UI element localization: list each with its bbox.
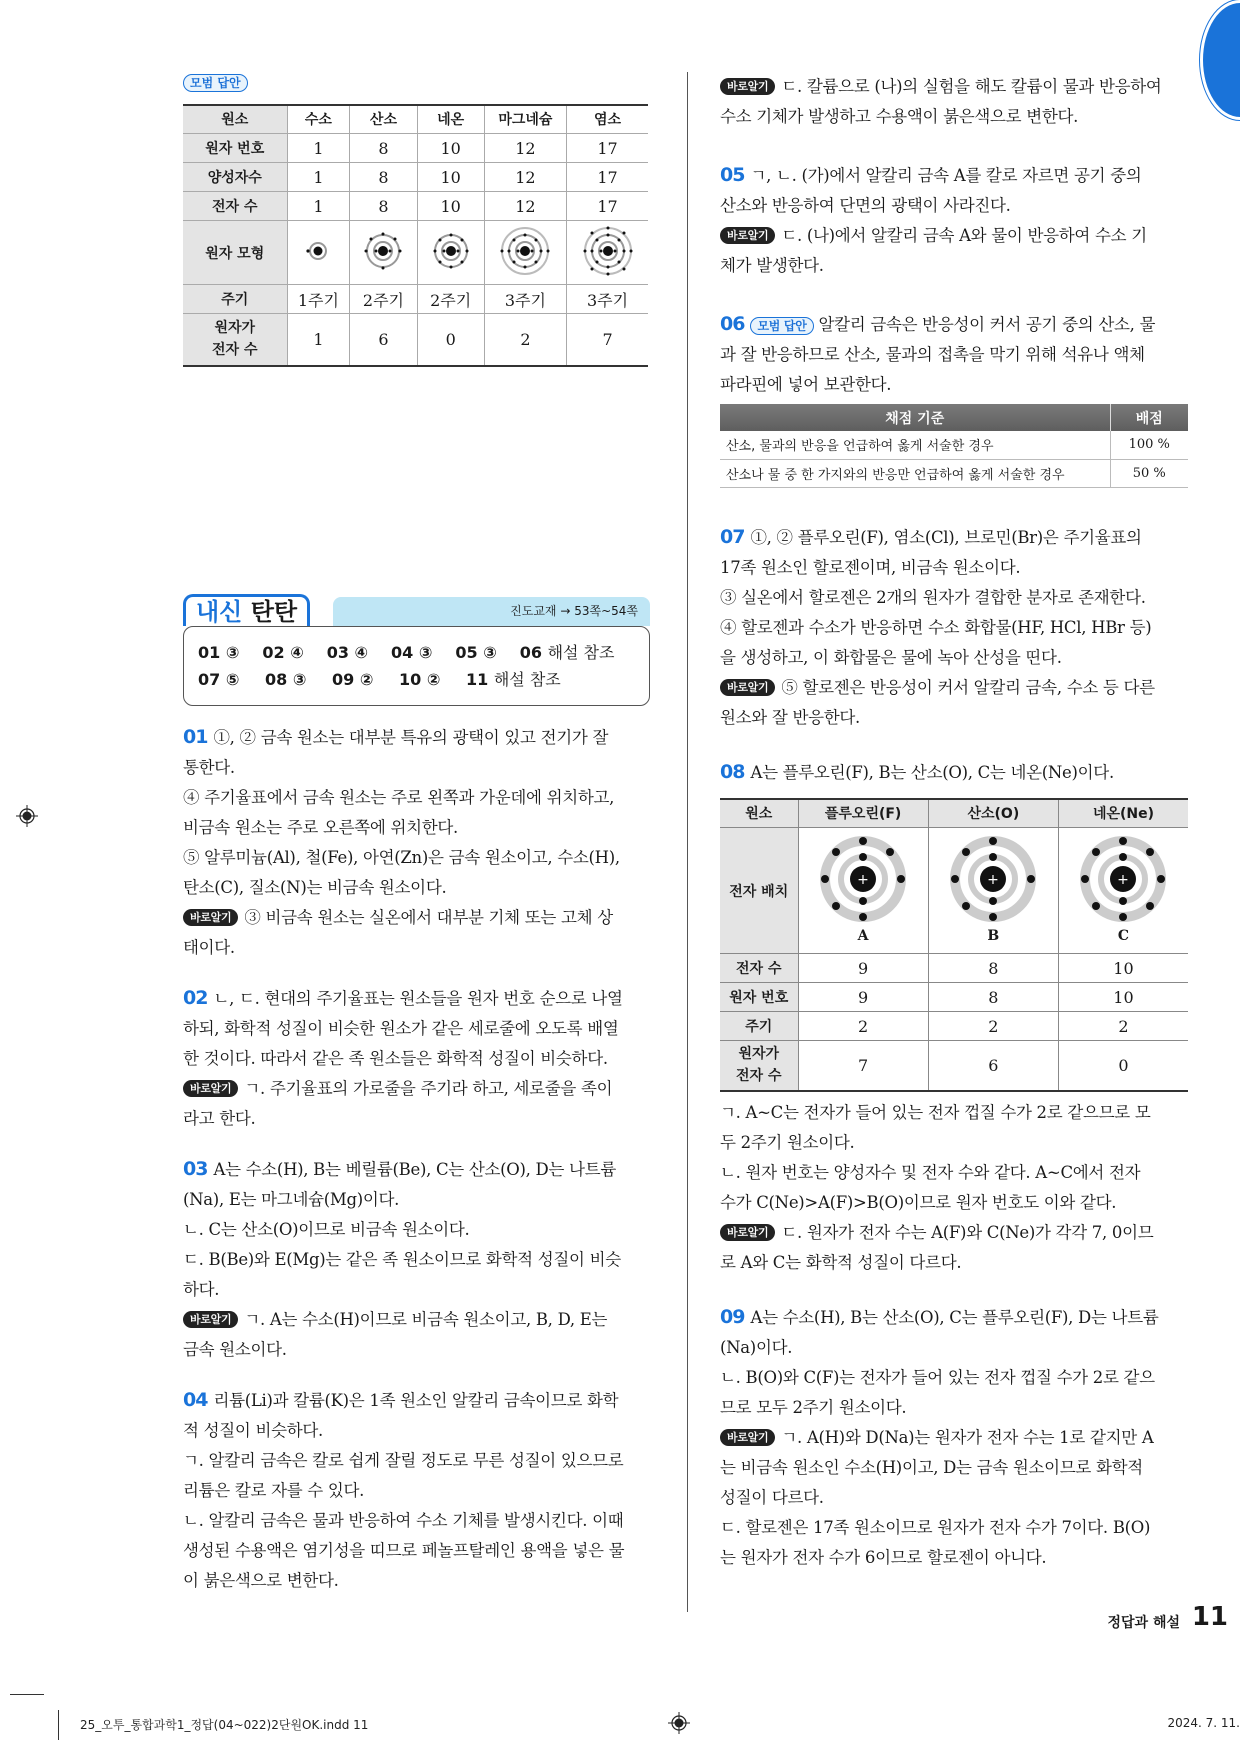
cell: 12	[484, 192, 566, 221]
answer-key-item: 04 ③	[391, 643, 433, 662]
cell: 네온	[417, 105, 484, 134]
crop-mark	[10, 1694, 44, 1695]
correction-badge: 바로알기	[183, 909, 238, 926]
cell: 9	[798, 954, 928, 983]
atom-diagram-icon	[361, 229, 405, 273]
atom-cell-b	[928, 828, 1058, 954]
cell: 8	[928, 954, 1058, 983]
cell: 12	[484, 163, 566, 192]
cell: 2	[798, 1012, 928, 1041]
grading-criteria-table	[720, 404, 1188, 488]
cell: 2주기	[350, 285, 417, 314]
cell: 0	[1058, 1041, 1188, 1091]
answer-key-item: 09 ②	[332, 670, 374, 689]
table-row	[183, 134, 648, 163]
svg-text:+: +	[1117, 872, 1130, 888]
atom-model-neon	[417, 221, 484, 285]
explanation-01: 01 ①, ② 금속 원소는 대부분 특유의 광택이 있고 전기가 잘 통한다. ④ 주기율표에서 금속 원소는 주로 왼쪽과 가운데에 위치하고, 비금속 원소는 주로 오른쪽에 위치한다. ⑤ 알루미늄(Al), 철(Fe), 아연(Zn)은 금속 원소이고, 수소(H), 탄소(C), 질소(N)는 비금속 원소이다. 바로알기 ③ 비금속 원소는 실온에서 대부분 기체 또는 고체 상 태이다.	[183, 726, 620, 957]
cell: 10	[1058, 983, 1188, 1012]
answer-key-item: 01 ③	[198, 643, 240, 662]
cell: 6	[350, 314, 417, 366]
row-header: 원자 번호	[720, 983, 798, 1012]
cell: 1	[287, 192, 350, 221]
row-header: 양성자수	[183, 163, 287, 192]
row-header: 전자 배치	[720, 828, 798, 954]
model-answer-badge: 모범 답안	[183, 74, 248, 92]
row-header: 전자 수	[720, 954, 798, 983]
cell: 8	[350, 192, 417, 221]
row-header: 원자 번호	[183, 134, 287, 163]
atom-diagram-icon	[581, 224, 635, 278]
registration-mark-icon	[668, 1712, 690, 1734]
row-header: 전자 수	[183, 192, 287, 221]
table-row	[183, 221, 648, 285]
cell: 100 %	[1110, 431, 1188, 459]
cell: 50 %	[1110, 459, 1188, 487]
table-row	[183, 285, 648, 314]
answer-key-item: 06 해설 참조	[519, 643, 615, 662]
left-column-top	[183, 72, 650, 367]
cell: 1	[287, 314, 350, 366]
answer-key-row	[198, 639, 635, 666]
table-row	[183, 314, 648, 366]
cell: 9	[798, 983, 928, 1012]
file-slug: 25_오투_통합과학1_정답(04~022)2단원OK.indd 11	[80, 1718, 369, 1732]
cell: 10	[417, 163, 484, 192]
element-comparison-table	[183, 104, 648, 367]
cell: 8	[350, 134, 417, 163]
row-header-line: 원자가	[214, 320, 256, 337]
cell: 10	[417, 192, 484, 221]
cell: 염소	[567, 105, 648, 134]
cell: 1주기	[287, 285, 350, 314]
correction-badge: 바로알기	[720, 1429, 775, 1446]
textbook-reference: 진도교재 → 53쪽~54쪽	[510, 604, 638, 618]
table-row	[720, 431, 1188, 459]
row-header: 원자 모형	[183, 221, 287, 285]
cell: 1	[287, 163, 350, 192]
atom-diagram-icon	[429, 229, 473, 273]
explanation-08: 08 A는 플루오린(F), B는 산소(O), C는 네온(Ne)이다. 원소 플루오린(F) 산소(O) 네온(Ne) 전자 배치 + A + B + C 전자 수 9 8 10 원자 번호 9 8 10 주기 2 2 2 원자가 전자 수 7 6 0 ㄱ. A~C는 전자가 들어 있는 전자 껍질 수가 2로 같으므로 모 두 2주기 원소이다. ㄴ. 원자 번호는 양성자수 및 전자 수와 같다. A~C에서 전자 수가 C(Ne)>A(F)>B(O)이므로 원자 번호도 이와 같다. 바로알기 ㄷ. 원자가 전자 수는 A(F)와 C(Ne)가 각각 7, 0이므 로 A와 C는 화학적 성질이 다르다.	[720, 757, 1188, 1278]
answer-key-item: 10 ②	[399, 670, 441, 689]
table-row	[183, 192, 648, 221]
cell: 산소	[350, 105, 417, 134]
table-row	[720, 954, 1188, 983]
cell: 10	[1058, 954, 1188, 983]
question-number: 03	[183, 1158, 208, 1180]
atom-diagram-icon	[303, 236, 333, 266]
cell: 0	[417, 314, 484, 366]
answer-key-row	[198, 666, 635, 693]
crop-mark	[58, 1710, 59, 1740]
print-date: 2024. 7. 11.	[1167, 1716, 1240, 1730]
column-header: 채점 기준	[720, 404, 1110, 431]
answer-key-item: 11 해설 참조	[466, 670, 561, 689]
cell: 3주기	[484, 285, 566, 314]
cell: 8	[928, 983, 1058, 1012]
reference-bar	[333, 597, 650, 626]
table-row	[183, 163, 648, 192]
question-number: 05	[720, 164, 745, 186]
table-row	[720, 983, 1188, 1012]
cell: 2주기	[417, 285, 484, 314]
naesin-tantan-header	[183, 594, 650, 626]
cell: 17	[567, 134, 648, 163]
table-row	[720, 459, 1188, 487]
correction-badge: 바로알기	[720, 1224, 775, 1241]
svg-text:+: +	[857, 872, 869, 888]
cell: 3주기	[567, 285, 648, 314]
model-answer-badge: 모범 답안	[750, 317, 813, 335]
cell: 6	[928, 1041, 1058, 1091]
answer-key-box	[183, 626, 650, 706]
question-number: 08	[720, 760, 745, 783]
svg-text:+: +	[987, 872, 1000, 888]
cell: 17	[567, 192, 648, 221]
explanation-04: 04 리튬(Li)과 칼륨(K)은 1족 원소인 알칼리 금속이므로 화학 적 성질이 비슷하다. ㄱ. 알칼리 금속은 칼로 쉽게 잘릴 정도로 무른 성질이 있으므로 리튬은 칼로 자를 수 있다. ㄴ. 알칼리 금속은 물과 반응하여 수소 기체를 발생시킨다. 이때 생성된 수용액은 염기성을 띠므로 페놀프탈레인 용액을 넣은 물 이 붉은색으로 변한다.	[183, 1389, 625, 1590]
column-header: 배점	[1110, 404, 1188, 431]
atom-diagram-icon	[498, 224, 552, 278]
atom-diagram-icon	[1078, 834, 1168, 924]
table-header-row	[720, 404, 1188, 431]
cell: 2	[1058, 1012, 1188, 1041]
answer-key-item: 08 ③	[265, 670, 307, 689]
cell: 10	[417, 134, 484, 163]
question-number: 01	[183, 726, 208, 748]
chapter-tab-badge	[1200, 0, 1240, 120]
section-title-black: 탄탄	[250, 598, 298, 626]
question-number: 02	[183, 987, 208, 1009]
correction-badge: 바로알기	[183, 1311, 238, 1328]
cell: 12	[484, 134, 566, 163]
column-divider	[687, 72, 688, 1612]
explanation-09: 09 A는 수소(H), B는 산소(O), C는 플루오린(F), D는 나트륨 (Na)이다. ㄴ. B(O)와 C(F)는 전자가 들어 있는 전자 껍질 수가 2로 같으 므로 모두 2주기 원소이다. 바로알기 ㄱ. A(H)와 D(Na)는 원자가 전자 수는 1로 같지만 A 는 비금속 원소인 수소(H)이고, D는 금속 원소이므로 화학적 성질이 다르다. ㄷ. 할로젠은 17족 원소이므로 원자가 전자 수가 7이다. B(O) 는 원자가 전자 수가 6이므로 할로젠이 아니다.	[720, 1305, 1159, 1567]
correction-badge: 바로알기	[183, 1080, 238, 1097]
atom-model-oxygen	[350, 221, 417, 285]
explanation-03: 03 A는 수소(H), B는 베릴륨(Be), C는 산소(O), D는 나트륨 (Na), E는 마그네슘(Mg)이다. ㄴ. C는 산소(O)이므로 비금속 원소이다. ㄷ. B(Be)와 E(Mg)는 같은 족 원소이므로 화학적 성질이 비슷 하다. 바로알기 ㄱ. A는 수소(H)이므로 비금속 원소이고, B, D, E는 금속 원소이다.	[183, 1158, 621, 1359]
registration-mark-icon	[16, 805, 38, 827]
cell: 마그네슘	[484, 105, 566, 134]
table-row	[720, 1041, 1188, 1091]
question-number: 09	[720, 1305, 745, 1328]
atom-cell-a	[798, 828, 928, 954]
cell: 산소나 물 중 한 가지와의 반응만 언급하여 옳게 서술한 경우	[720, 459, 1110, 487]
section-title	[183, 594, 310, 626]
table-row	[720, 799, 1188, 828]
row-header: 원자가 전자 수	[720, 1041, 798, 1091]
cell: 17	[567, 163, 648, 192]
correction-badge: 바로알기	[720, 679, 775, 696]
cell: 2	[484, 314, 566, 366]
row-header: 주기	[183, 285, 287, 314]
row-header-line: 전자 수	[212, 342, 258, 359]
table-row	[720, 1012, 1188, 1041]
atom-model-magnesium	[484, 221, 566, 285]
cell: 7	[567, 314, 648, 366]
explanation-04-continued: 바로알기 ㄷ. 칼륨으로 (나)의 실험을 해도 칼륨이 물과 반응하여 수소 기체가 발생하고 수용액이 붉은색으로 변한다.	[720, 77, 1162, 126]
atom-label: B	[987, 928, 1000, 944]
row-header: 주기	[720, 1012, 798, 1041]
question-number: 06	[720, 313, 745, 335]
explanation-05: 05 ㄱ, ㄴ. (가)에서 알칼리 금속 A를 칼로 자르면 공기 중의 산소와 반응하여 단면의 광택이 사라진다. 바로알기 ㄷ. (나)에서 알칼리 금속 A와 물이 반응하여 수소 기 체가 발생한다.	[720, 164, 1147, 275]
row-header: 원소	[183, 105, 287, 134]
right-column	[720, 72, 1188, 1593]
answer-key-item: 05 ③	[455, 643, 497, 662]
footer-section-label: 정답과 해설	[1107, 1615, 1180, 1631]
cell: 플루오린(F)	[798, 799, 928, 828]
atom-model-chlorine	[567, 221, 648, 285]
row-header	[183, 314, 287, 366]
cell: 2	[928, 1012, 1058, 1041]
row-header: 원소	[720, 799, 798, 828]
cell: 산소, 물과의 반응을 언급하여 옳게 서술한 경우	[720, 431, 1110, 459]
atom-diagram-icon	[948, 834, 1038, 924]
correction-badge: 바로알기	[720, 227, 775, 244]
question-number: 04	[183, 1389, 208, 1411]
explanation-02: 02 ㄴ, ㄷ. 현대의 주기율표는 원소들을 원자 번호 순으로 나열 하되, 화학적 성질이 비슷한 원소가 같은 세로줄에 오도록 배열 한 것이다. 따라서 같은 족 원소들은 화학적 성질이 비슷하다. 바로알기 ㄱ. 주기율표의 가로줄을 주기라 하고, 세로줄을 족이 라고 한다.	[183, 987, 623, 1128]
section-title-blue: 내신	[196, 598, 243, 626]
atom-model-hydrogen	[287, 221, 350, 285]
cell: 산소(O)	[928, 799, 1058, 828]
atom-label: C	[1117, 928, 1130, 944]
table-row	[183, 105, 648, 134]
explanation-07: 07 ①, ② 플루오린(F), 염소(Cl), 브로민(Br)은 주기율표의 17족 원소인 할로젠이며, 비금속 원소이다. ③ 실온에서 할로젠은 2개의 원자가 결합한 분자로 존재한다. ④ 할로젠과 수소가 반응하면 수소 화합물(HF, HCl, HBr 등) 을 생성하고, 이 화합물은 물에 녹아 산성을 띤다. 바로알기 ⑤ 할로젠은 반응성이 커서 알칼리 금속, 수소 등 다른 원소와 잘 반응한다.	[720, 525, 1155, 727]
question-number: 07	[720, 525, 745, 548]
answer-key-item: 03 ④	[326, 643, 369, 662]
cell: 8	[350, 163, 417, 192]
table-row	[720, 828, 1188, 954]
page-number: 11	[1191, 1602, 1228, 1632]
atom-label: A	[857, 928, 869, 944]
cell: 1	[287, 134, 350, 163]
cell: 수소	[287, 105, 350, 134]
cell: 네온(Ne)	[1058, 799, 1188, 828]
cell: 7	[798, 1041, 928, 1091]
left-column-explanations	[183, 722, 650, 1616]
electron-configuration-table	[720, 798, 1188, 1092]
answer-key-item: 07 ⑤	[198, 670, 240, 689]
correction-badge: 바로알기	[720, 78, 775, 95]
atom-diagram-icon	[818, 834, 908, 924]
explanation-06: 06 모범 답안 알칼리 금속은 반응성이 커서 공기 중의 산소, 물 과 잘 반응하므로 산소, 물과의 접촉을 막기 위해 석유나 액체 파라핀에 넣어 보관한다. 채점 기준 배점 산소, 물과의 반응을 언급하여 옳게 서술한 경우 100 % 산소나 물 중 한 가지와의 반응만 언급하여 옳게 서술한 경우 50 %	[720, 309, 1188, 488]
atom-cell-c	[1058, 828, 1188, 954]
answer-key-item: 02 ④	[262, 643, 304, 662]
